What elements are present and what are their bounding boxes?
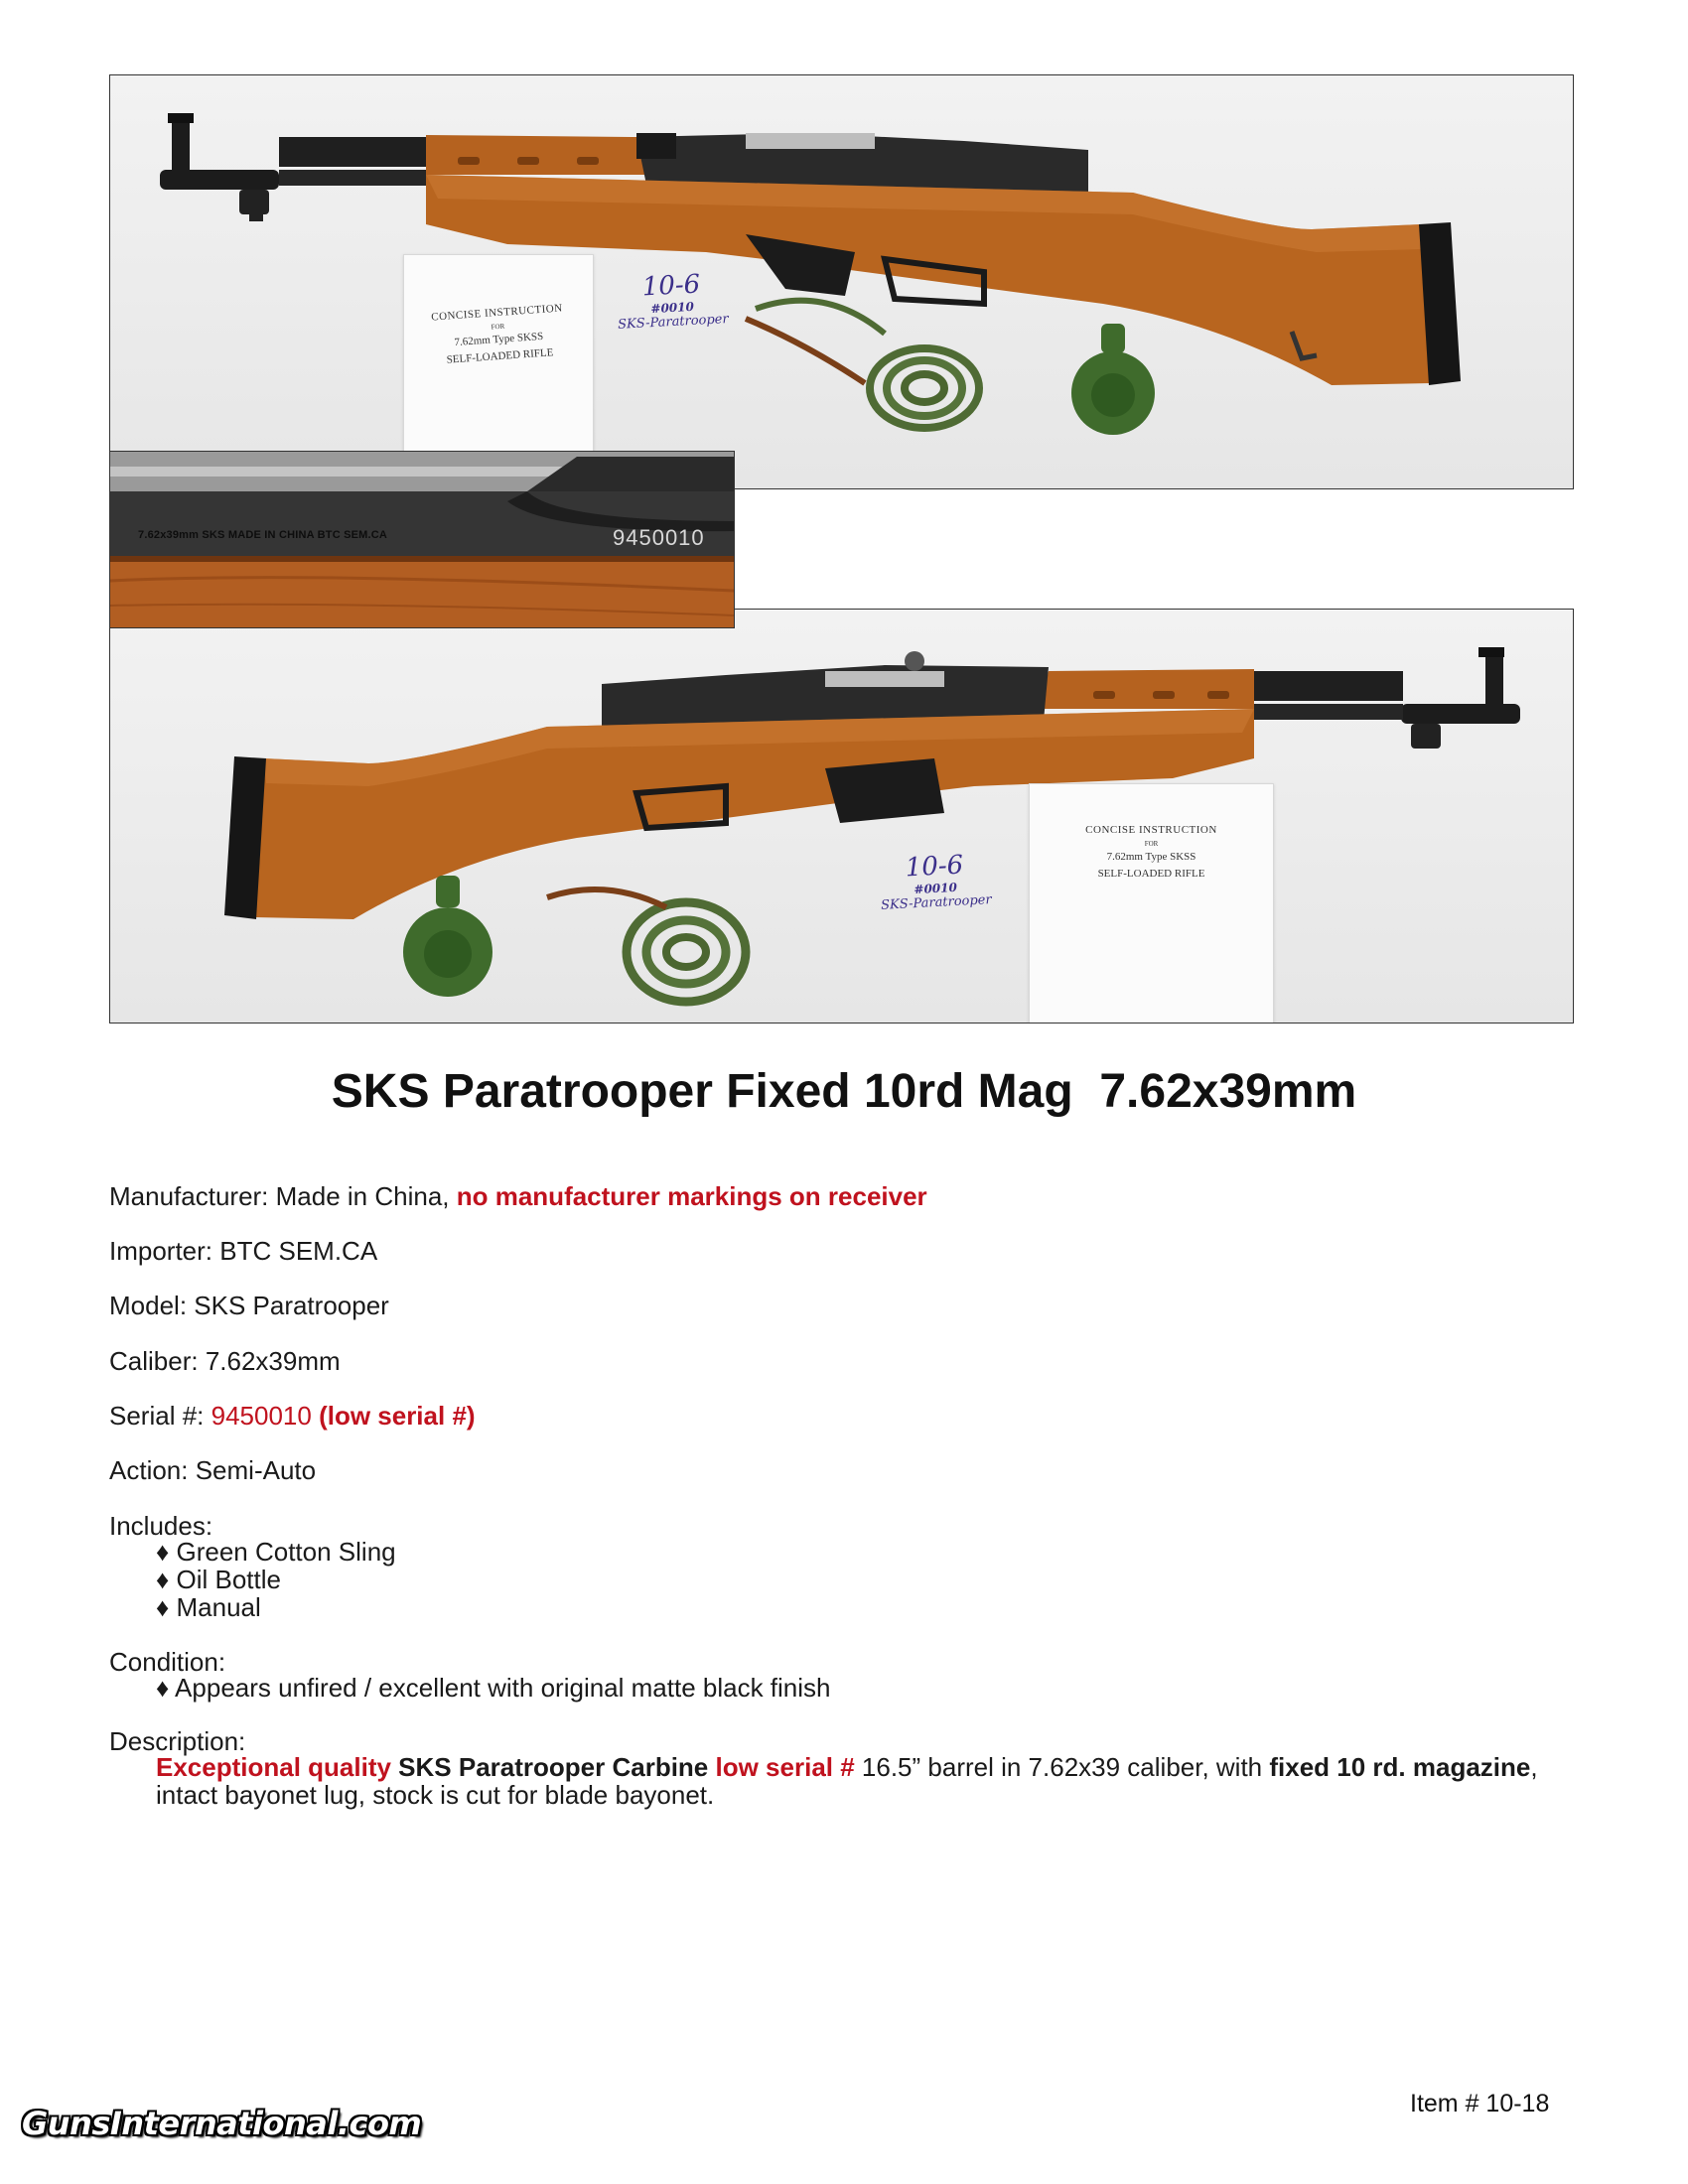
- serial-value: 9450010: [211, 1401, 320, 1431]
- manual-line-1: CONCISE INSTRUCTION: [1085, 824, 1217, 836]
- manual-line-4: SELF-LOADED RIFLE: [1097, 867, 1205, 880]
- serial-label: Serial #:: [109, 1401, 211, 1431]
- tag-line-3: SKS-Paratrooper: [880, 891, 993, 913]
- manual-line-2: FOR: [491, 322, 505, 331]
- spec-model: Model: SKS Paratrooper: [109, 1291, 389, 1320]
- list-item: ♦ Manual: [156, 1592, 261, 1622]
- condition-heading: Condition:: [109, 1647, 226, 1677]
- manual-booklet: [1029, 783, 1274, 1024]
- rifle-right-illustration: [110, 610, 1573, 1023]
- description-magazine: fixed 10 rd. magazine: [1269, 1752, 1531, 1782]
- tag-line-1: 10-6: [905, 850, 964, 884]
- description-model: SKS Paratrooper Carbine: [390, 1752, 716, 1782]
- description-highlight: Exceptional quality: [156, 1752, 391, 1782]
- manual-line-3: 7.62mm Type SKSS: [1106, 851, 1196, 863]
- description-serial-note: low serial #: [715, 1752, 855, 1782]
- manufacturer-label: Manufacturer: Made in China,: [109, 1181, 457, 1211]
- tag-line-2: #0010: [650, 299, 695, 317]
- spec-importer: Importer: BTC SEM.CA: [109, 1236, 378, 1266]
- product-photo-right-profile: [109, 609, 1574, 1024]
- handwritten-tag: [616, 269, 730, 333]
- manual-line-2: FOR: [1144, 839, 1159, 848]
- description-body: 16.5” barrel in 7.62x39 caliber, with: [854, 1752, 1270, 1782]
- tag-line-2: #0010: [914, 880, 958, 897]
- manual-booklet: [403, 254, 594, 479]
- receiver-marking: 7.62x39mm SKS MADE IN CHINA BTC SEM.CA: [138, 529, 388, 541]
- condition-list: [156, 1674, 831, 1702]
- includes-list: [156, 1538, 396, 1621]
- includes-heading: Includes:: [109, 1511, 213, 1541]
- description-text: [156, 1753, 1546, 1809]
- tag-line-3: SKS-Paratrooper: [617, 311, 730, 333]
- list-item: ♦ Green Cotton Sling: [156, 1537, 396, 1567]
- manual-line-4: SELF-LOADED RIFLE: [446, 345, 554, 366]
- manual-line-1: CONCISE INSTRUCTION: [430, 302, 564, 324]
- spec-action: Action: Semi-Auto: [109, 1455, 317, 1485]
- serial-note: (low serial #): [319, 1401, 476, 1431]
- receiver-closeup-photo: [109, 451, 735, 628]
- tag-line-1: 10-6: [641, 269, 701, 303]
- handwritten-tag: [879, 850, 993, 913]
- description-tail: , intact bayonet lug, stock is cut for blade bayonet.: [156, 1752, 1538, 1810]
- description-heading: Description:: [109, 1726, 246, 1756]
- product-photo-left-profile: [109, 74, 1574, 489]
- item-number: Item # 10-18: [1410, 2090, 1550, 2117]
- spec-serial: [109, 1401, 476, 1432]
- manufacturer-note: no manufacturer markings on receiver: [456, 1181, 927, 1211]
- rifle-left-illustration: [110, 75, 1573, 488]
- spec-manufacturer: [109, 1181, 927, 1212]
- receiver-serial: 9450010: [613, 525, 705, 550]
- list-item: ♦ Oil Bottle: [156, 1565, 281, 1594]
- spec-caliber: Caliber: 7.62x39mm: [109, 1346, 341, 1376]
- page-title: SKS Paratrooper Fixed 10rd Mag 7.62x39mm: [331, 1065, 1357, 1118]
- site-logo: GunsInternational.com: [22, 2105, 422, 2142]
- manual-line-3: 7.62mm Type SKSS: [454, 330, 544, 349]
- list-item: ♦ Appears unfired / excellent with original matte black finish: [156, 1673, 831, 1703]
